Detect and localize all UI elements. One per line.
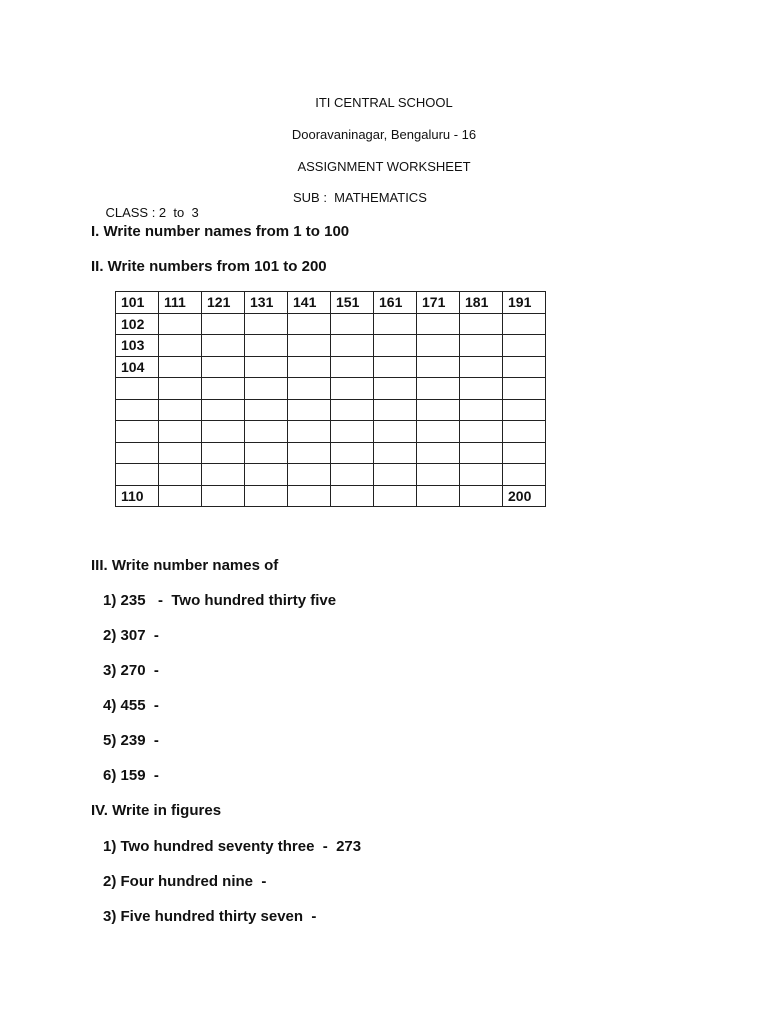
grid-cell	[202, 356, 245, 378]
grid-cell	[417, 485, 460, 507]
grid-cell	[460, 335, 503, 357]
grid-cell	[116, 442, 159, 464]
grid-cell	[202, 485, 245, 507]
grid-cell	[288, 378, 331, 400]
grid-row	[116, 485, 546, 507]
grid-row	[116, 378, 546, 400]
section-3-item: 2) 307 -	[103, 627, 159, 644]
section-3-item: 4) 455 -	[103, 697, 159, 714]
grid-cell	[245, 421, 288, 443]
grid-cell	[159, 356, 202, 378]
grid-cell	[288, 335, 331, 357]
section-3-item: 5) 239 -	[103, 732, 159, 749]
grid-cell	[417, 421, 460, 443]
grid-cell	[202, 378, 245, 400]
section-3-item: 1) 235 - Two hundred thirty five	[103, 592, 337, 609]
grid-cell	[159, 421, 202, 443]
grid-cell	[417, 313, 460, 335]
grid-cell	[417, 378, 460, 400]
grid-cell	[374, 399, 417, 421]
grid-cell	[331, 378, 374, 400]
grid-cell	[417, 464, 460, 486]
grid-row	[116, 335, 546, 357]
grid-cell	[116, 399, 159, 421]
class-label: CLASS : 2 to 3	[105, 205, 199, 220]
section-2-heading: II. Write numbers from 101 to 200	[91, 258, 327, 275]
grid-cell	[331, 313, 374, 335]
grid-cell	[331, 399, 374, 421]
section-4-item: 1) Two hundred seventy three - 273	[103, 838, 362, 855]
grid-cell	[245, 464, 288, 486]
grid-cell	[460, 421, 503, 443]
section-4-item: 3) Five hundred thirty seven -	[103, 908, 317, 925]
grid-row	[116, 313, 546, 335]
grid-cell	[331, 335, 374, 357]
grid-cell	[159, 464, 202, 486]
grid-cell: 200	[503, 485, 546, 507]
grid-cell	[245, 356, 288, 378]
grid-cell	[288, 421, 331, 443]
grid-cell	[245, 442, 288, 464]
grid-cell	[374, 356, 417, 378]
grid-cell	[417, 442, 460, 464]
section-3-item: 6) 159 -	[103, 767, 159, 784]
grid-cell	[288, 442, 331, 464]
grid-cell	[202, 421, 245, 443]
section-3-item: 3) 270 -	[103, 662, 159, 679]
grid-cell	[374, 335, 417, 357]
grid-cell	[417, 356, 460, 378]
grid-cell	[331, 485, 374, 507]
grid-cell: 191	[503, 292, 546, 314]
grid-cell	[159, 442, 202, 464]
school-address: Dooravaninagar, Bengaluru - 16	[291, 127, 477, 142]
grid-cell	[460, 464, 503, 486]
grid-cell	[288, 399, 331, 421]
section-1-heading: I. Write number names from 1 to 100	[91, 223, 350, 240]
grid-cell	[460, 378, 503, 400]
grid-cell	[417, 335, 460, 357]
grid-cell	[331, 421, 374, 443]
grid-cell: 103	[116, 335, 159, 357]
grid-cell	[374, 442, 417, 464]
grid-cell: 171	[417, 292, 460, 314]
grid-row	[116, 292, 546, 314]
grid-cell	[159, 378, 202, 400]
grid-cell	[503, 442, 546, 464]
grid-cell	[503, 313, 546, 335]
grid-cell: 111	[159, 292, 202, 314]
grid-cell	[245, 335, 288, 357]
grid-cell: 102	[116, 313, 159, 335]
grid-cell	[159, 485, 202, 507]
grid-cell	[288, 485, 331, 507]
grid-cell	[202, 399, 245, 421]
grid-cell	[331, 464, 374, 486]
grid-cell: 131	[245, 292, 288, 314]
school-name: ITI CENTRAL SCHOOL	[315, 95, 453, 110]
grid-row	[116, 421, 546, 443]
grid-cell: 151	[331, 292, 374, 314]
grid-cell: 101	[116, 292, 159, 314]
section-4-item: 2) Four hundred nine -	[103, 873, 267, 890]
grid-cell: 104	[116, 356, 159, 378]
grid-cell: 121	[202, 292, 245, 314]
grid-cell	[202, 313, 245, 335]
grid-cell	[503, 464, 546, 486]
grid-row	[116, 464, 546, 486]
grid-row	[116, 399, 546, 421]
grid-cell	[460, 485, 503, 507]
grid-cell	[374, 313, 417, 335]
grid-cell	[374, 421, 417, 443]
grid-cell	[288, 464, 331, 486]
worksheet-title: ASSIGNMENT WORKSHEET	[297, 159, 471, 174]
grid-cell	[331, 442, 374, 464]
grid-cell	[374, 464, 417, 486]
grid-cell	[503, 335, 546, 357]
number-grid-table	[115, 291, 546, 507]
grid-cell	[460, 399, 503, 421]
grid-cell	[159, 335, 202, 357]
grid-cell	[245, 378, 288, 400]
subject-label: SUB : MATHEMATICS	[293, 190, 427, 205]
grid-cell	[417, 399, 460, 421]
grid-cell	[116, 378, 159, 400]
grid-cell	[159, 399, 202, 421]
grid-cell	[331, 356, 374, 378]
grid-cell	[202, 442, 245, 464]
grid-cell	[460, 356, 503, 378]
grid-cell	[374, 485, 417, 507]
grid-cell: 141	[288, 292, 331, 314]
grid-cell: 110	[116, 485, 159, 507]
grid-cell	[288, 313, 331, 335]
grid-cell: 161	[374, 292, 417, 314]
grid-cell: 181	[460, 292, 503, 314]
grid-cell	[116, 421, 159, 443]
grid-cell	[460, 313, 503, 335]
section-3-heading: III. Write number names of	[91, 557, 279, 574]
grid-cell	[159, 313, 202, 335]
grid-cell	[116, 464, 159, 486]
grid-cell	[374, 378, 417, 400]
grid-cell	[288, 356, 331, 378]
grid-cell	[503, 399, 546, 421]
grid-cell	[202, 335, 245, 357]
grid-cell	[503, 378, 546, 400]
grid-row	[116, 442, 546, 464]
grid-row	[116, 356, 546, 378]
section-4-heading: IV. Write in figures	[91, 802, 222, 819]
grid-cell	[245, 313, 288, 335]
grid-cell	[503, 421, 546, 443]
grid-cell	[460, 442, 503, 464]
grid-cell	[245, 399, 288, 421]
grid-cell	[202, 464, 245, 486]
grid-cell	[503, 356, 546, 378]
grid-cell	[245, 485, 288, 507]
